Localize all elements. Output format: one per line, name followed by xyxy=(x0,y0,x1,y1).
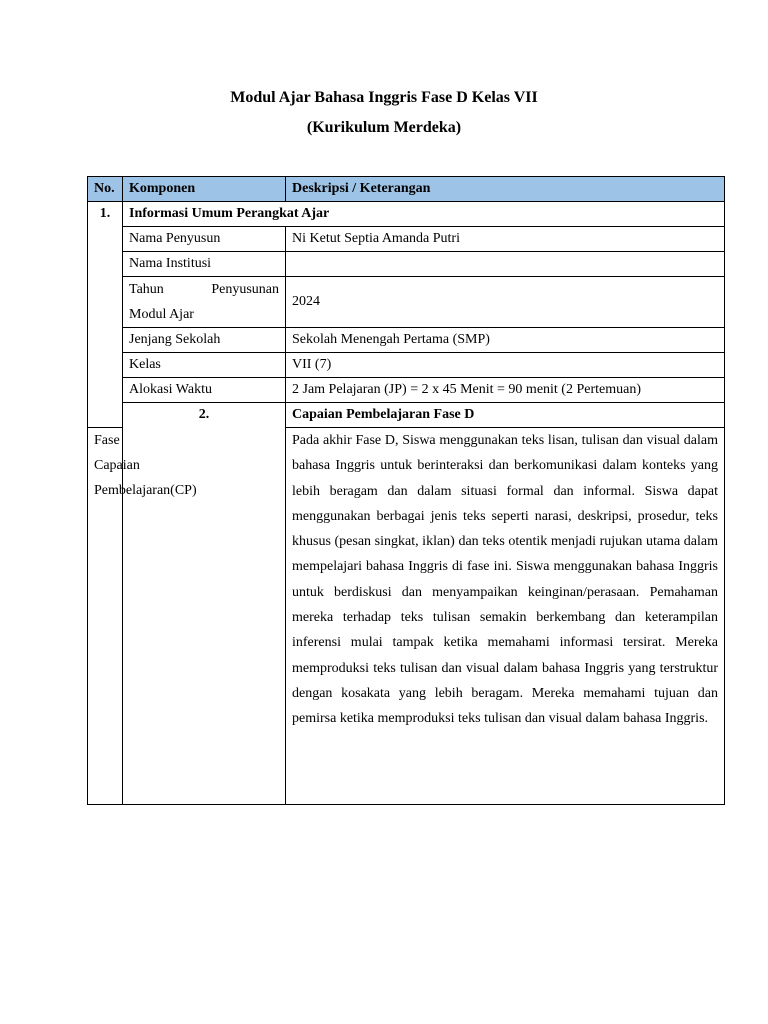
section-row xyxy=(88,403,725,428)
row-value: 2 Jam Pelajaran (JP) = 2 x 45 Menit = 90 menit (2 Pertemuan) xyxy=(286,378,725,403)
cp-label-line1: Fase Capaian xyxy=(94,433,140,473)
section-number: 2. xyxy=(123,403,286,805)
header-komponen: Komponen xyxy=(123,177,286,202)
cp-label xyxy=(88,428,197,805)
table-row xyxy=(88,328,725,353)
section-title: Informasi Umum Perangkat Ajar xyxy=(123,202,725,227)
table-row xyxy=(88,353,725,378)
row-value: Ni Ketut Septia Amanda Putri xyxy=(286,227,725,252)
table-row xyxy=(88,252,725,277)
table-row xyxy=(88,277,725,328)
row-label: Nama Institusi xyxy=(123,252,286,277)
section-row xyxy=(88,202,725,227)
table-row xyxy=(88,227,725,252)
row-label: Nama Penyusun xyxy=(123,227,286,252)
cp-description: Pada akhir Fase D, Siswa menggunakan teks lisan, tulisan dan visual dalam bahasa Inggris untuk berinteraksi dan berkomunikasi dalam konteks yang lebih beragam dan dalam situasi formal dan informal. Siswa dapat menggunakan berbagai jenis teks seperti narasi, deskripsi, prosedur, teks khusus (pesan singkat, iklan) dan teks otentik menjadi rujukan utama dalam mempelajari bahasa Inggris di fase ini. Siswa menggunakan bahasa Inggris untuk berdiskusi dan menyampaikan keinginan/perasaan. Pemahaman mereka terhadap teks tulisan semakin berkembang dan keterampilan inferensi mulai tampak ketika memahami informasi tersirat. Mereka memproduksi teks tulisan dan visual dalam bahasa Inggris yang terstruktur dengan kosakata yang lebih beragam. Mereka memahami tujuan dan pemirsa ketika memproduksi teks tulisan dan visual dalam bahasa Inggris. xyxy=(286,428,725,805)
row-label xyxy=(123,277,286,328)
cp-label-line2: Pembelajaran(CP) xyxy=(94,483,197,498)
section-title: Capaian Pembelajaran Fase D xyxy=(286,403,725,428)
row-label: Alokasi Waktu xyxy=(123,378,286,403)
row-value: 2024 xyxy=(286,277,725,328)
header-no: No. xyxy=(88,177,123,202)
row-value: Sekolah Menengah Pertama (SMP) xyxy=(286,328,725,353)
section-number: 1. xyxy=(88,202,123,428)
table-row xyxy=(88,378,725,403)
row-label-line2: Modul Ajar xyxy=(129,307,194,322)
module-table xyxy=(87,176,725,805)
header-deskripsi: Deskripsi / Keterangan xyxy=(286,177,725,202)
table-header-row xyxy=(88,177,725,202)
row-value: VII (7) xyxy=(286,353,725,378)
document-subtitle: (Kurikulum Merdeka) xyxy=(306,119,462,136)
row-label-line1: Tahun Penyusunan xyxy=(129,282,279,297)
row-label: Kelas xyxy=(123,353,286,378)
document-title: Modul Ajar Bahasa Inggris Fase D Kelas VII xyxy=(230,89,538,106)
row-value xyxy=(286,252,725,277)
row-label: Jenjang Sekolah xyxy=(123,328,286,353)
